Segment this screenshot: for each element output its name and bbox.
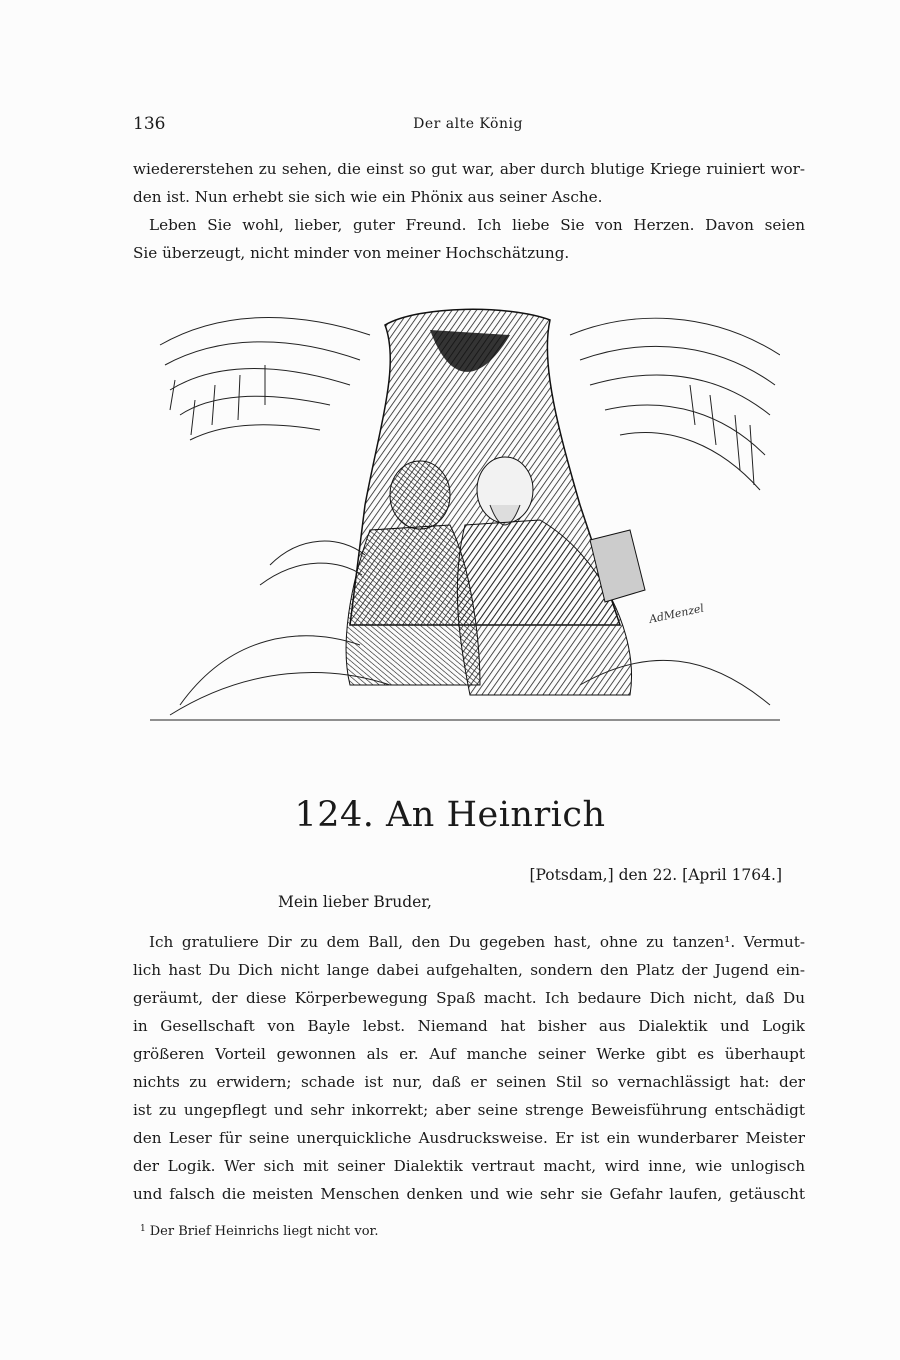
closing-paragraphs [133, 155, 805, 267]
text-line: ist zu ungepflegt und sehr inkorrekt; aber seine strenge Beweisführung entschädigt [133, 1101, 805, 1119]
letter-body [133, 928, 805, 1208]
text-line: geräumt, der diese Körperbewegung Spaß macht. Ich bedaure Dich nicht, daß Du [133, 989, 805, 1007]
text-line: größeren Vorteil gewonnen als er. Auf manche seiner Werke gibt es überhaupt [133, 1045, 805, 1063]
running-title: Der alte König [413, 116, 523, 132]
text-line: Ich gratuliere Dir zu dem Ball, den Du gegeben hast, ohne zu tanzen¹. Vermut- [149, 933, 805, 951]
text-line: und falsch die meisten Menschen denken und wie sehr sie Gefahr laufen, getäuscht [133, 1185, 805, 1203]
seated-figures [346, 457, 645, 695]
engraving-illustration [150, 305, 780, 725]
foliage-right [570, 318, 780, 490]
footnote [140, 1224, 378, 1239]
text-line: lich hast Du Dich nicht lange dabei aufgehalten, sondern den Platz der Jugend ein- [133, 961, 805, 979]
artist-signature: AdMenzel [647, 601, 706, 626]
text-line: der Logik. Wer sich mit seiner Dialektik vertraut macht, wird inne, wie unlogisch [133, 1157, 805, 1175]
text-line: nichts zu erwidern; schade ist nur, daß er seinen Stil so vernachlässigt hat: der [133, 1073, 805, 1091]
letter-dateline: [Potsdam,] den 22. [April 1764.] [529, 866, 782, 884]
foliage-left [160, 318, 370, 441]
text-line: Leben Sie wohl, lieber, guter Freund. Ich liebe Sie von Herzen. Davon seien [149, 216, 805, 234]
text-line: den ist. Nun erhebt sie sich wie ein Phönix aus seiner Asche. [133, 188, 603, 206]
running-head [133, 114, 803, 140]
letter-title: 124. An Heinrich [294, 795, 606, 835]
letter-salutation: Mein lieber Bruder, [278, 893, 432, 911]
text-line: in Gesellschaft von Bayle lebst. Niemand hat bisher aus Dialektik und Logik [133, 1017, 805, 1035]
text-line: den Leser für seine unerquickliche Ausdrucksweise. Er ist ein wunderbarer Meister [133, 1129, 805, 1147]
page-number: 136 [133, 114, 166, 134]
text-line: wiedererstehen zu sehen, die einst so gut war, aber durch blutige Kriege ruiniert wor- [133, 160, 805, 178]
footnote-marker: 1 [140, 1224, 146, 1234]
text-line: Sie überzeugt, nicht minder von meiner Hochschätzung. [133, 244, 570, 262]
footnote-text: Der Brief Heinrichs liegt nicht vor. [149, 1224, 379, 1239]
